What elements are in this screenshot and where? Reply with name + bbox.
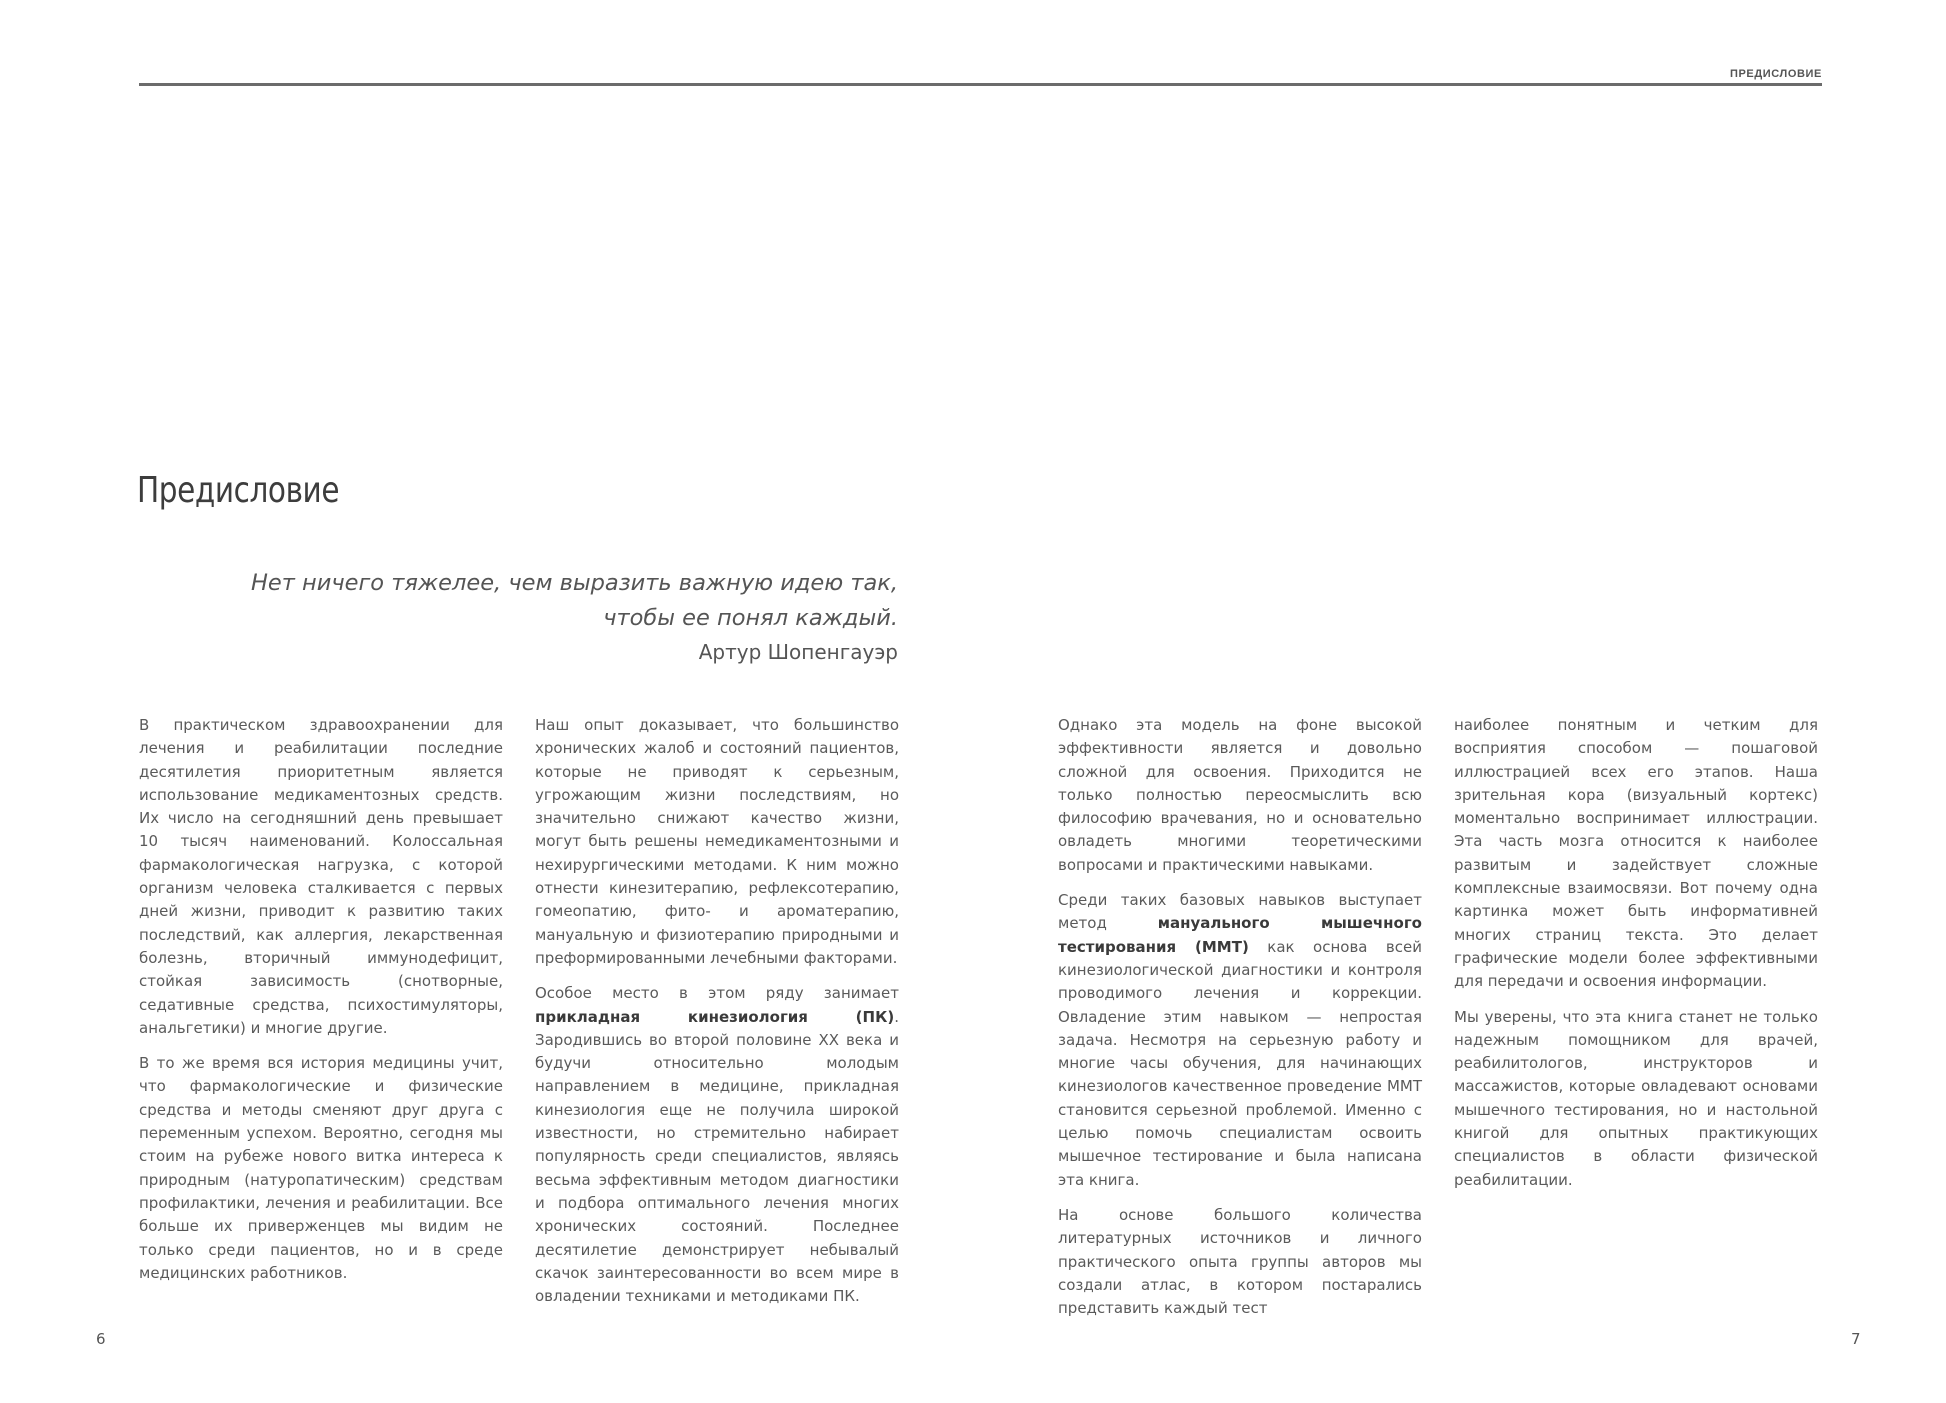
- paragraph: Мы уверены, что эта книга станет не только надежным помощником для врачей, реабилитологов, инструкторов и массажистов, которые овладевают основами мышечного тестирования, но и настольной книгой для опытных практикующих специалистов в области физической реабилитации.: [1454, 1007, 1818, 1189]
- term-manual-muscle-testing: мануального мышечного тестирования (ММТ): [1058, 914, 1422, 956]
- epigraph-line-2: чтобы ее понял каждый.: [603, 605, 898, 631]
- paragraph-text: Среди таких базовых навыков выступает метод: [1058, 891, 1422, 933]
- text-column-2: [535, 714, 899, 1320]
- text-column-1: [139, 714, 503, 1297]
- header-rule: [139, 83, 1822, 86]
- paragraph: В то же время вся история медицины учит, что фармакологические и физические средства и методы сменяют друг друга с переменным успехом. Вероятно, сегодня мы стоим на рубеже нового витка интереса к природным (натуропатическим) средствам профилактики, лечения и реабилитации. Все больше их приверженцев мы видим не только среди пациентов, но и в среде медицинских работников.: [139, 1054, 503, 1282]
- epigraph: [198, 566, 898, 667]
- paragraph: [535, 982, 899, 1308]
- epigraph-author: Артур Шопенгауэр: [698, 640, 898, 664]
- paragraph-text: . Зародившись во второй половине XX века и будучи относительно молодым направлением в медицине, прикладная кинезиология еще не получила широкой известности, но стремительно набирает популярность среди специалистов, являясь весьма эффективным методом диагностики и подбора оптимального лечения многих хронических состояний. Последнее десятилетие демонстрирует небывалый скачок заинтересованности во всем мире в овладении техниками и методиками ПК.: [535, 1007, 899, 1306]
- term-applied-kinesiology: прикладная кинезиология (ПК): [535, 1007, 895, 1026]
- paragraph-text: как основа всей кинезиологической диагностики и контроля проводимого лечения и коррекции. Овладение этим навыком — непростая задача. Несмотря на серьезную работу и многие часы обучения, для начинающих кинезиологов качественное проведение ММТ становится серьезной проблемой. Именно с целью помочь специалистам освоить мышечное тестирование и была написана эта книга.: [1058, 937, 1422, 1189]
- page-number-right: 7: [1851, 1330, 1861, 1348]
- running-head: ПРЕДИСЛОВИЕ: [1729, 68, 1822, 80]
- paragraph: [1058, 889, 1422, 1192]
- paragraph: В практическом здравоохранении для лечения и реабилитации последние десятилетия приоритетным является использование медикаментозных средств. Их число на сегодняшний день превышает 10 тысяч наименований. Колоссальная фармакологическая нагрузка, с которой организм человека сталкивается с первых дней жизни, приводит к развитию таких последствий, как аллергия, лекарственная болезнь, вторичный иммунодефицит, стойкая зависимость (снотворные, седативные средства, психостимуляторы, анальгетики) и многие другие.: [139, 716, 503, 1037]
- text-column-3: [1058, 714, 1422, 1332]
- page-number-left: 6: [96, 1330, 106, 1348]
- page-title: Предисловие: [137, 470, 340, 511]
- text-column-4: [1454, 714, 1818, 1204]
- paragraph-text: Особое место в этом ряду занимает: [535, 984, 899, 1003]
- epigraph-quote: [198, 566, 898, 636]
- paragraph: Наш опыт доказывает, что большинство хронических жалоб и состояний пациентов, которые не приводят к серьезным, угрожающим жизни последствиям, но значительно снижают качество жизни, могут быть решены немедикаментозными и нехирургическими методами. К ним можно отнести кинезитерапию, рефлексотерапию, гомеопатию, фито- и ароматерапию, мануальную и физиотерапию природными и преформированными лечебными факторами.: [535, 716, 899, 967]
- paragraph: Однако эта модель на фоне высокой эффективности является и довольно сложной для освоения. Приходится не только полностью переосмыслить всю философию врачевания, но и основательно овладеть многими теоретическими вопросами и практическими навыками.: [1058, 716, 1422, 874]
- paragraph: На основе большого количества литературных источников и личного практического опыта группы авторов мы создали атлас, в котором постарались представить каждый тест: [1058, 1205, 1422, 1318]
- paragraph: наиболее понятным и четким для восприятия способом — пошаговой иллюстрацией всех его этапов. Наша зрительная кора (визуальный кортекс) моментально воспринимает иллюстрации. Эта часть мозга относится к наиболее развитым и задействует сложные комплексные взаимосвязи. Вот почему одна картинка может быть информативней многих страниц текста. Это делает графические модели более эффективными для передачи и освоения информации.: [1454, 716, 1818, 991]
- epigraph-line-1: Нет ничего тяжелее, чем выразить важную идею так,: [250, 570, 898, 596]
